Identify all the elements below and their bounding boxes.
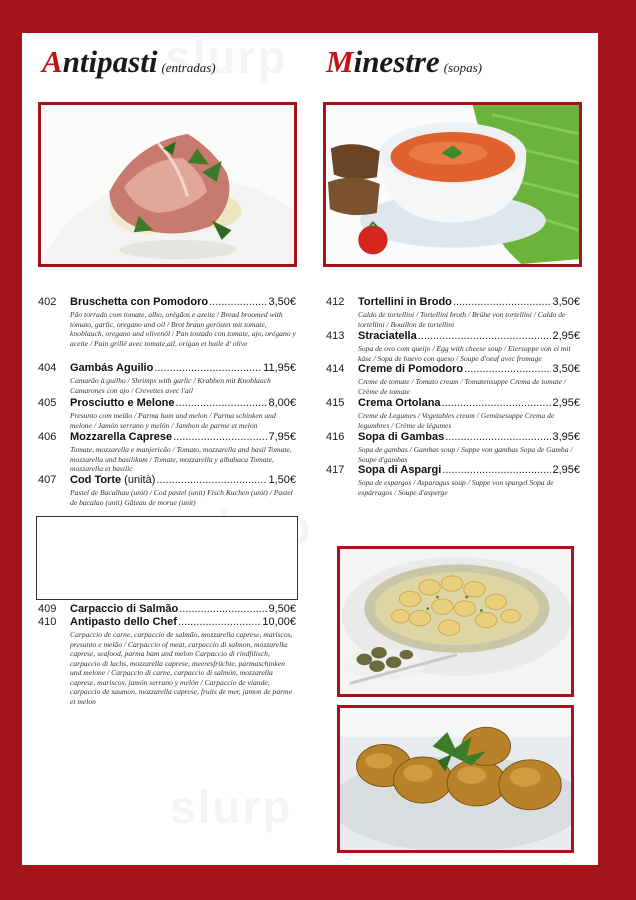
dot-leader xyxy=(209,296,267,308)
antipasti-photo xyxy=(38,102,297,267)
dot-leader xyxy=(442,397,552,409)
item-name: Bruschetta con Pomodoro xyxy=(70,296,209,308)
item-price: 3,50€ xyxy=(268,296,296,308)
item-number: 414 xyxy=(326,363,345,375)
dot-leader xyxy=(442,464,551,476)
item-name: Antipasto dello Chef xyxy=(70,616,177,628)
item-price: 3,50€ xyxy=(552,296,580,308)
item-price: 1,50€ xyxy=(268,474,296,486)
item-number: 402 xyxy=(38,296,57,308)
section-title-minestre: Minestre (sopas) xyxy=(326,44,482,79)
item-number: 417 xyxy=(326,464,345,476)
dot-leader xyxy=(173,431,267,443)
item-description: Presunto com melão / Parma ham and melon / Parma schinken und melone / Jamón serrano y melón / Jambon de parme et melon xyxy=(70,411,276,430)
item-price: 2,95€ xyxy=(552,330,580,342)
item-name: Tortellini in Brodo xyxy=(358,296,452,308)
item-price: 10,00€ xyxy=(262,616,296,628)
item-name: Mozzarella Caprese xyxy=(70,431,173,443)
item-number: 413 xyxy=(326,330,345,342)
item-name: Gambás Aguilio xyxy=(70,362,154,374)
item-number: 416 xyxy=(326,431,345,443)
item-description: Pão torrado com tomate, alho, orégãos e azeite / Bread broomed with tomato, garlic, oregano and oil / Brot braun geröstet mit tomate, knoblauch, oregano und olivenöl / Pan tostado con tomate, ajo, orégano y aceite / Pain grillé avec tomate,ail, origan et huile d' olive xyxy=(70,310,296,348)
item-name: Crema Ortolana xyxy=(358,397,441,409)
item-number: 410 xyxy=(38,616,57,628)
item-name: Creme di Pomodoro xyxy=(358,363,464,375)
item-number: 404 xyxy=(38,362,57,374)
item-description: Camarão à guilho / Shrimps with garlic / Krabben mit Knoblauch Camarones con ajo / Crevettes avec l'ail xyxy=(70,376,271,395)
dot-leader xyxy=(453,296,552,308)
item-name: Prosciutto e Melone xyxy=(70,397,175,409)
minestre-photo xyxy=(323,102,582,267)
item-number: 409 xyxy=(38,603,57,615)
item-number: 406 xyxy=(38,431,57,443)
item-description: Carpaccio de carne, carpaccio de salmão, mozzarella caprese, mariscos, presunto e melão / Carpaccio of meat, carpaccio di salmon, mozzarella caprese, seafood, parma ham and melon Carpaccio di rindfilisch, carpaccio di lachs, mozzarella caprese, meeresfrüchte, parmaschinken und melone / Carpaccio di carne, carpaccio di salmón, mozzarella caprese, mariscos, jamón serrano y melón / Carpaccio de viande, carpaccio de saumon, mozzarella caprese, fruits de mer, jamon de parme et melon xyxy=(70,630,293,706)
item-name-suffix: (unità) xyxy=(121,474,156,486)
item-number: 407 xyxy=(38,474,57,486)
dot-leader xyxy=(154,362,262,374)
item-number: 405 xyxy=(38,397,57,409)
item-price: 3,50€ xyxy=(552,363,580,375)
item-name: Sopa di Aspargi xyxy=(358,464,442,476)
item-name: Cod Torte xyxy=(70,474,122,486)
item-description: Creme de Legumes / Vegetables cream / Gemüsesuppe Crema de legumbres / Crème de légumes xyxy=(358,411,555,430)
dot-leader xyxy=(156,474,267,486)
item-name: Sopa di Gambas xyxy=(358,431,445,443)
item-name: Carpaccio di Salmão xyxy=(70,603,179,615)
item-description: Tomate, mozzarella e manjericão / Tomato, mozzarella and basil Tomate, mozzarella und basilikum / Tomate, mozzarella y albahaca Tomate, mozzarella et basilic xyxy=(70,445,292,473)
section-title-antipasti: Antipasti (entradas) xyxy=(42,44,216,79)
watermark xyxy=(170,780,292,834)
item-description: Sopa de ovo com queijo / Egg with cheese soup / Eiersuppe von ei mit käse / Sopa de huevo con queso / Soupe d'oeuf avec fromage xyxy=(358,344,571,363)
dot-leader xyxy=(418,330,552,342)
item-description: Sopa de espargos / Asparagus soup / Suppe von spargel Sopa de espárragos / Soupe d'asperge xyxy=(358,478,554,497)
item-price: 8,00€ xyxy=(268,397,296,409)
item-number: 412 xyxy=(326,296,345,308)
item-description: Sopa de gambas / Gambas soup / Suppe von gambas Sopa de Gamba / Soupe d'gambas xyxy=(358,445,573,464)
dot-leader xyxy=(464,363,551,375)
item-description: Caldo de tortellini / Tortellini broth / Brühe von tortellini / Caldo de tortellini / Bouillon de tortellini xyxy=(358,310,566,329)
dot-leader xyxy=(445,431,551,443)
item-description: Pastel de Bacalhau (unit) / Cod pastel (unit) Fisch Kuchen (unit) / Pastel de bacalao (unit) Gâteau de morue (unit) xyxy=(70,488,293,507)
item-price: 3,95€ xyxy=(552,431,580,443)
item-price: 9,50€ xyxy=(268,603,296,615)
dot-leader xyxy=(179,603,267,615)
croquettes-photo xyxy=(337,705,574,853)
item-name: Straciatella xyxy=(358,330,417,342)
dot-leader xyxy=(178,616,261,628)
item-price: 2,95€ xyxy=(552,464,580,476)
blank-notice-box xyxy=(36,516,298,600)
dot-leader xyxy=(176,397,268,409)
item-description: Creme de tomate / Tomato cream / Tomatensuppe Crema de tomate / Crème de tomate xyxy=(358,377,567,396)
tortellini-photo xyxy=(337,546,574,697)
item-price: 7,95€ xyxy=(268,431,296,443)
item-number: 415 xyxy=(326,397,345,409)
item-price: 11,95€ xyxy=(263,362,296,374)
item-price: 2,95€ xyxy=(552,397,580,409)
